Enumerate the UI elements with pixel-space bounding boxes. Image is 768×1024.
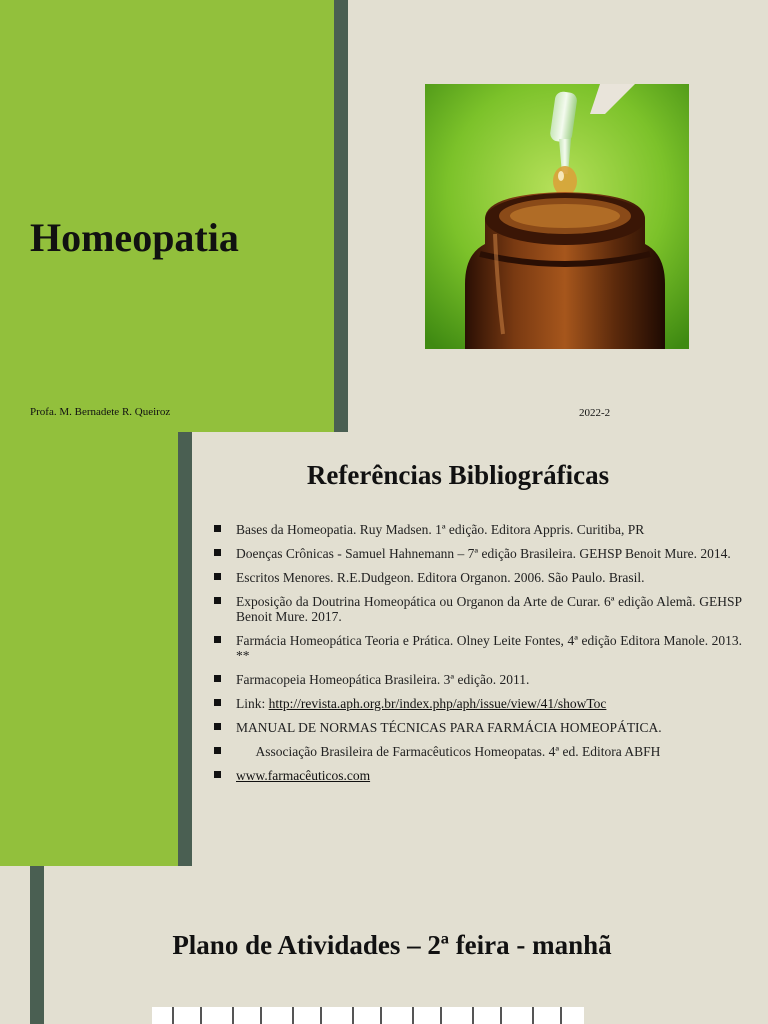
green-panel [0, 432, 178, 866]
reference-item: Escritos Menores. R.E.Dudgeon. Editora Organon. 2006. São Paulo. Brasil. [210, 570, 742, 585]
activities-table [152, 1007, 584, 1024]
date-label: 2022-2 [579, 407, 611, 419]
square-bullet-icon [214, 723, 221, 730]
reference-item: MANUAL DE NORMAS TÉCNICAS PARA FARMÁCIA HOMEOPÁTICA. [210, 720, 742, 735]
activities-title: Plano de Atividades – 2ª feira - manhã [172, 930, 612, 960]
reference-item: Associação Brasileira de Farmacêuticos Homeopatas. 4ª ed. Editora ABFH [210, 744, 742, 759]
page-title: Homeopatia [30, 215, 239, 260]
slide-activities [0, 866, 768, 1024]
accent-bar [178, 432, 192, 866]
author-label: Profa. M. Bernadete R. Queiroz [30, 406, 171, 418]
accent-bar [30, 866, 44, 1024]
reference-item [210, 768, 742, 783]
accent-bar [334, 0, 348, 432]
references-title: Referências Bibliográficas [306, 460, 610, 490]
reference-item: Farmácia Homeopática Teoria e Prática. Olney Leite Fontes, 4ª edição Editora Manole. 2013. ** [210, 633, 742, 663]
square-bullet-icon [214, 573, 221, 580]
square-bullet-icon [214, 747, 221, 754]
square-bullet-icon [214, 636, 221, 643]
reference-item: Exposição da Doutrina Homeopática ou Organon da Arte de Curar. 6ª edição Alemã. GEHSP Benoit Mure. 2017. [210, 594, 742, 624]
farmaceuticos-link[interactable]: www.farmacêuticos.com [236, 768, 371, 783]
reference-item: Doenças Crônicas - Samuel Hahnemann – 7ª edição Brasileira. GEHSP Benoit Mure. 2014. [210, 546, 742, 561]
square-bullet-icon [214, 771, 221, 778]
square-bullet-icon [214, 699, 221, 706]
reference-item: Bases da Homeopatia. Ruy Madsen. 1ª edição. Editora Appris. Curitiba, PR [210, 522, 742, 537]
reference-item: Link: http://revista.aph.org.br/index.php/aph/issue/view/41/showToc [210, 696, 742, 711]
slide-title [0, 0, 768, 432]
aph-link[interactable]: http://revista.aph.org.br/index.php/aph/issue/view/41/showToc [268, 696, 607, 711]
square-bullet-icon [214, 525, 221, 532]
square-bullet-icon [214, 597, 221, 604]
square-bullet-icon [214, 675, 221, 682]
reference-item: Farmacopeia Homeopática Brasileira. 3ª edição. 2011. [210, 672, 742, 687]
references-list [210, 522, 742, 792]
square-bullet-icon [214, 549, 221, 556]
dropper-bottle-photo [425, 84, 689, 349]
slide-references [0, 432, 768, 866]
